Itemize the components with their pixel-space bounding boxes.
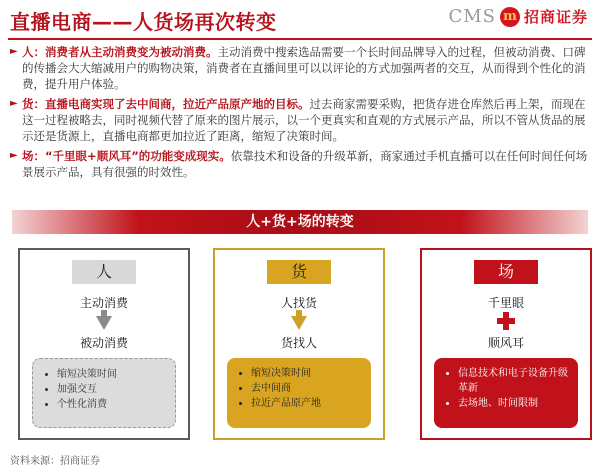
column-place xyxy=(420,248,592,440)
page-title: 直播电商——人货场再次转变 xyxy=(10,10,277,34)
header xyxy=(0,0,600,40)
source-note: 资料来源：招商证券 xyxy=(10,456,100,467)
column-bottom-label: 顺风耳 xyxy=(487,336,524,350)
plus-icon xyxy=(497,312,515,330)
arrow-down-icon xyxy=(96,316,112,330)
arrow-down-icon xyxy=(291,316,307,330)
detail-item: • 去场地、时间限制 xyxy=(458,396,568,411)
bullet-list xyxy=(10,44,590,184)
column-tag: 场 xyxy=(474,260,538,284)
bullet-lead: 人：消费者从主动消费变为被动消费。 xyxy=(22,45,218,59)
column-top-label: 主动消费 xyxy=(79,296,128,310)
title-divider xyxy=(8,38,592,40)
detail-item: • 信息技术和电子设备升级革新 xyxy=(458,366,568,396)
bullet-arrow-icon: ► xyxy=(10,98,18,109)
bullet-lead: 场：“千里眼+顺风耳”的功能变成现实。 xyxy=(22,149,231,163)
detail-item: • 个性化消费 xyxy=(57,397,165,412)
section-banner: 人+货+场的转变 xyxy=(12,210,588,234)
logo-cms-text: CMS xyxy=(448,6,496,27)
bullet-text: 主动消费中搜索选品需要一个长时间品牌导入的过程，但被动消费、口碑的传播会大大缩减用户的购物决策，消费者在直播间里可以以评论的方式加强两者的交互，从而得到个性化的消费，提升用户体验。 xyxy=(22,45,586,91)
detail-item: • 拉近产品原产地 xyxy=(251,396,361,411)
column-bottom-label: 被动消费 xyxy=(79,336,128,350)
column-tag: 人 xyxy=(72,260,136,284)
logo-mark-icon: m xyxy=(500,7,520,27)
logo-company-name: 招商证券 xyxy=(523,8,588,26)
bullet-place xyxy=(10,148,590,180)
column-detail-box xyxy=(227,358,371,428)
column-detail-box xyxy=(32,358,176,428)
bullet-arrow-icon: ► xyxy=(10,46,18,57)
column-people xyxy=(18,248,190,440)
detail-item: • 缩短决策时间 xyxy=(251,366,361,381)
bullet-people xyxy=(10,44,590,92)
bullet-lead: 货：直播电商实现了去中间商，拉近产品原产地的目标。 xyxy=(22,97,310,111)
bullet-arrow-icon: ► xyxy=(10,150,18,161)
company-logo xyxy=(448,6,588,27)
column-bottom-label: 货找人 xyxy=(280,336,317,350)
bullet-goods xyxy=(10,96,590,144)
column-detail-box xyxy=(434,358,578,428)
bullet-text: 过去商家需要采购，把货存进仓库然后再上架，而现在这一过程被略去，同时视频代替了原来的图片展示，以一个更真实和直观的方式展示产品，所以不管从货品的展示还是货源上，直播电商都更加拉近了距离，缩短了决策时间。 xyxy=(22,97,586,143)
column-goods xyxy=(213,248,385,440)
bullet-text: 依靠技术和设备的升级革新，商家通过手机直播可以在任何时间任何场景展示产品，具有很强的时效性。 xyxy=(22,149,588,179)
detail-item: • 加强交互 xyxy=(57,382,165,397)
column-top-label: 人找货 xyxy=(280,296,317,310)
column-tag: 货 xyxy=(267,260,331,284)
detail-item: • 缩短决策时间 xyxy=(57,367,165,382)
column-top-label: 千里眼 xyxy=(487,296,524,310)
detail-item: • 去中间商 xyxy=(251,381,361,396)
